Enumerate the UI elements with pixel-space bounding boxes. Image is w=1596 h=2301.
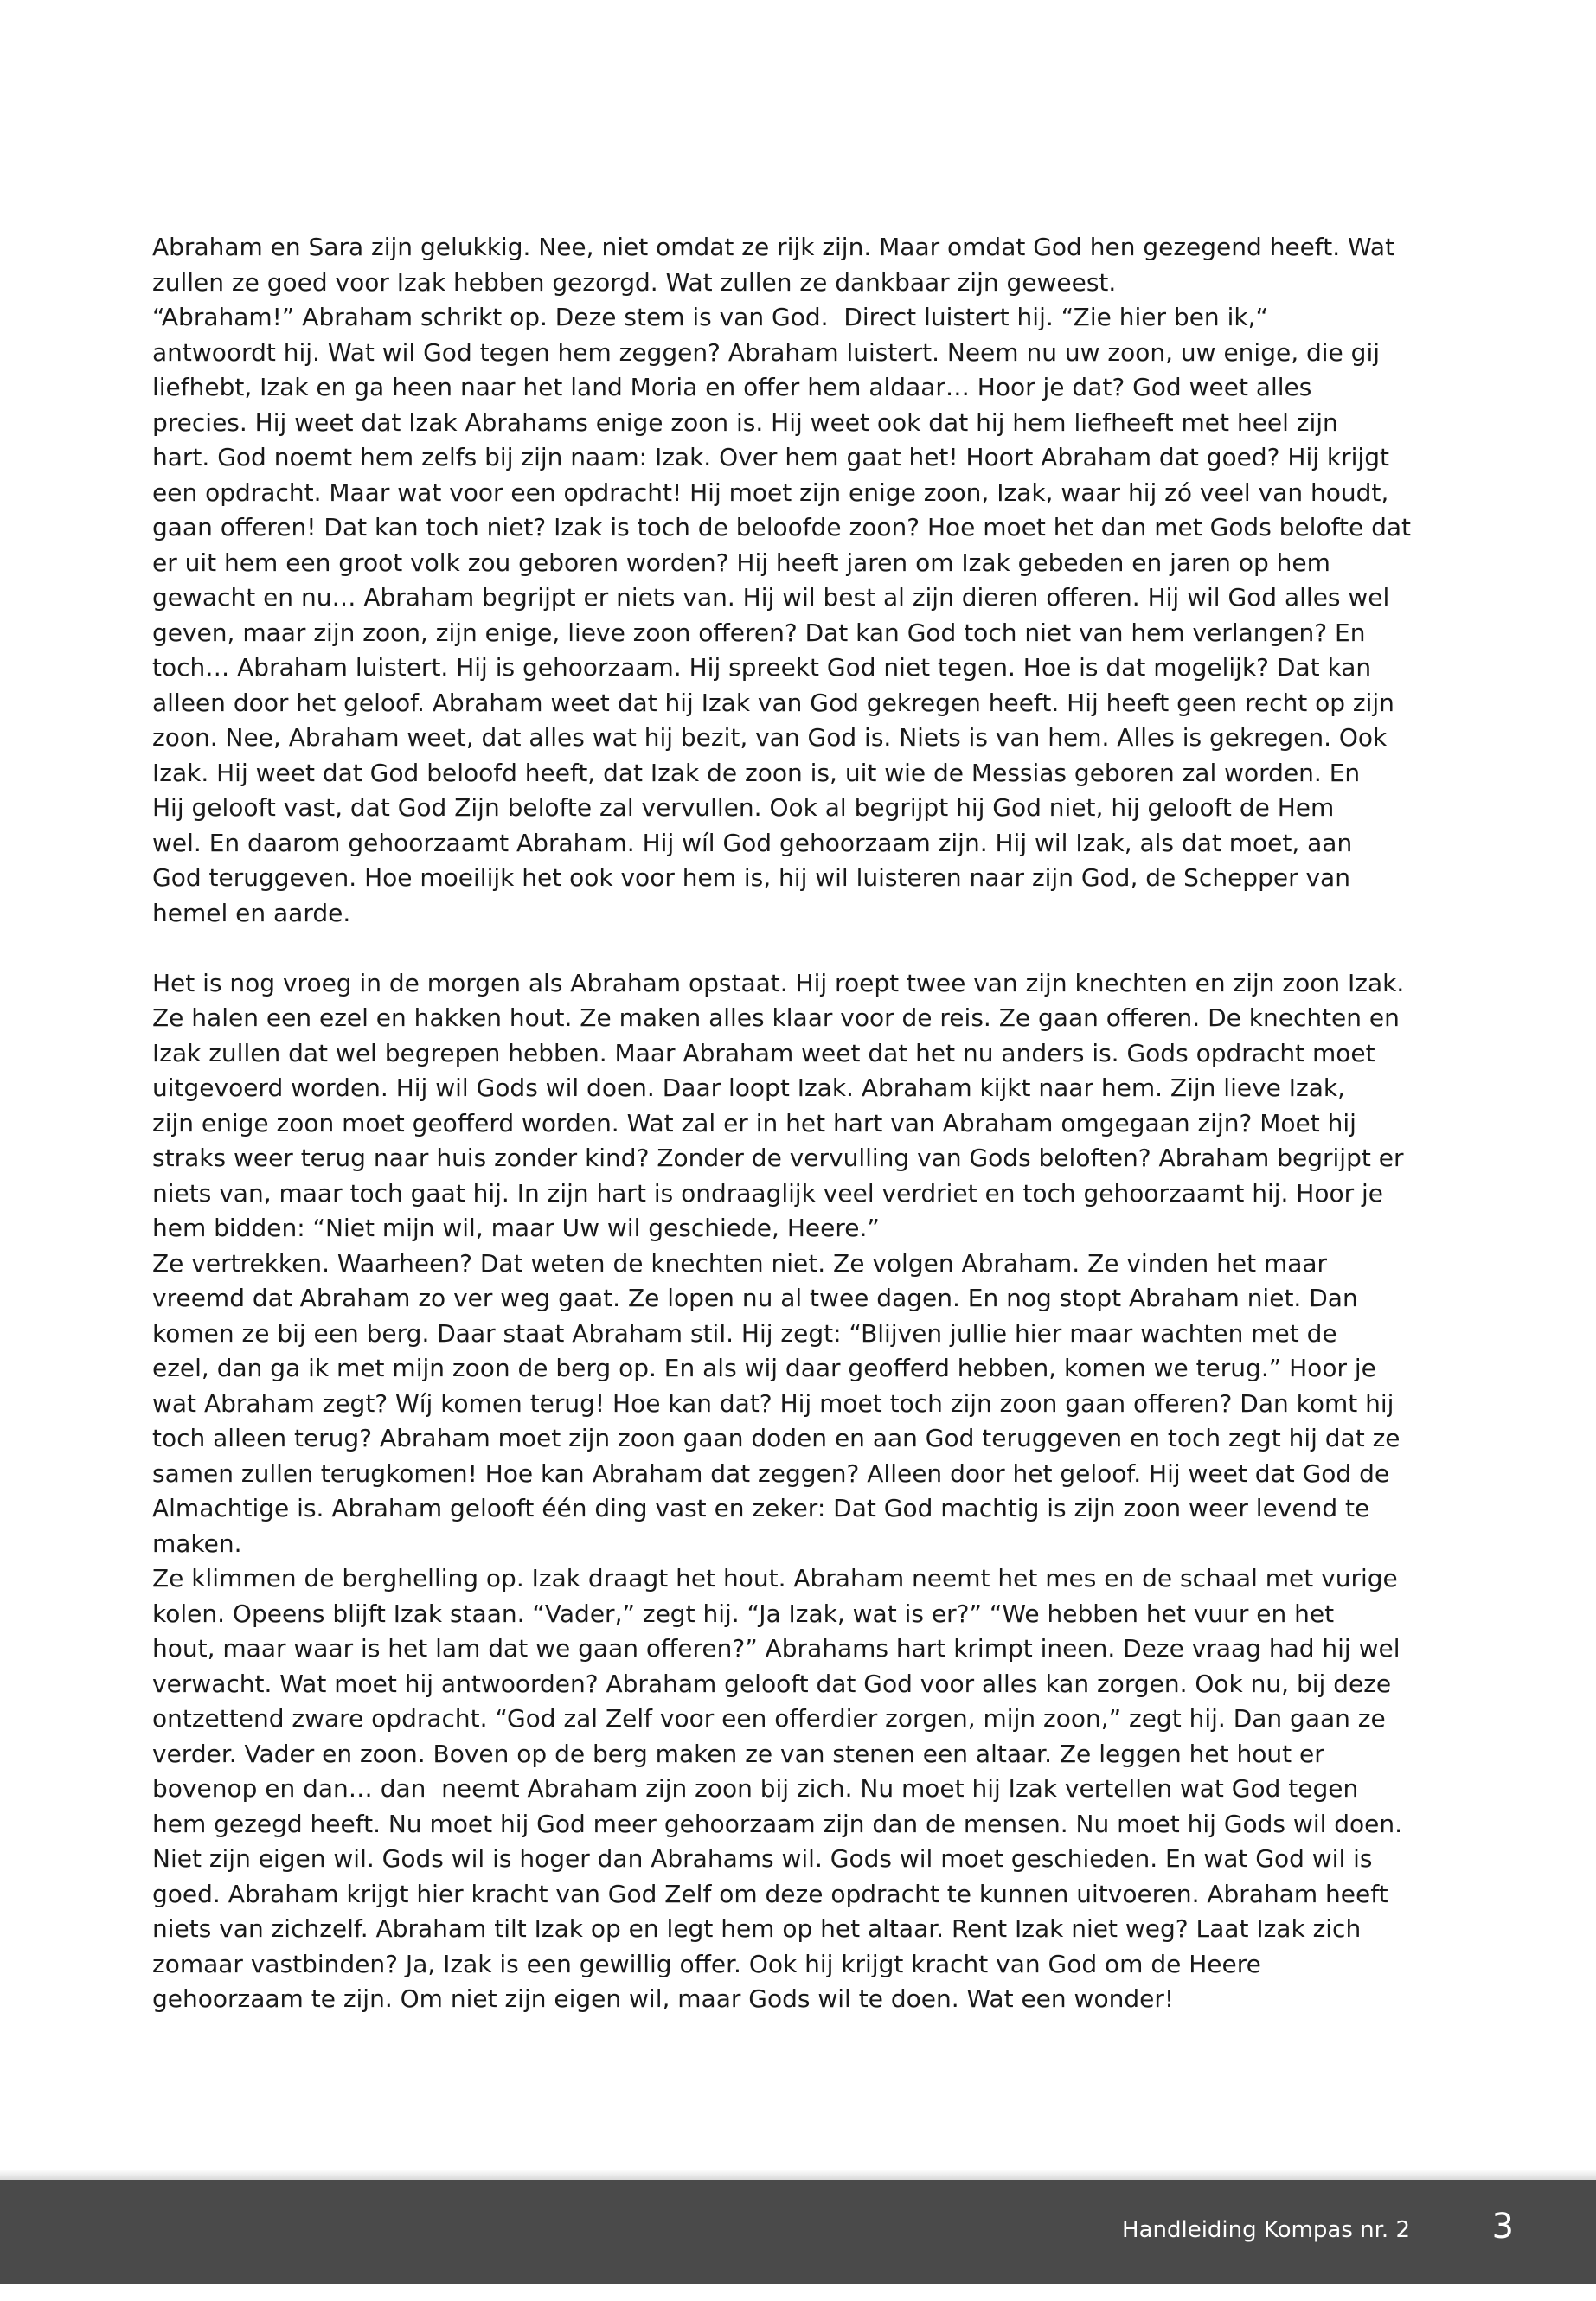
- text-line: verder. Vader en zoon. Boven op de berg maken ze van stenen een altaar. Ze leggen het hout er: [152, 1739, 1324, 1768]
- text-line: uitgevoerd worden. Hij wil Gods wil doen. Daar loopt Izak. Abraham kijkt naar hem. Zijn lieve Izak,: [152, 1074, 1345, 1102]
- text-line: straks weer terug naar huis zonder kind? Zonder de vervulling van Gods beloften? Abraham begrijpt er: [152, 1144, 1404, 1172]
- text-line: zullen ze goed voor Izak hebben gezorgd. Wat zullen ze dankbaar zijn geweest.: [152, 267, 1117, 297]
- text-line: antwoordt hij. Wat wil God tegen hem zeggen? Abraham luistert. Neem nu uw zoon, uw enige, die gij: [152, 337, 1381, 367]
- text-line: gewacht en nu… Abraham begrijpt er niets van. Hij wil best al zijn dieren offeren. Hij wil God alles wel: [152, 583, 1390, 612]
- text-line: kolen. Opeens blijft Izak staan. “Vader,” zegt hij. “Ja Izak, wat is er?” “We hebben het vuur en het: [152, 1599, 1335, 1628]
- paragraph-2: [152, 966, 1415, 2017]
- text-line: er uit hem een groot volk zou geboren worden? Hij heeft jaren om Izak gebeden en jaren op hem: [152, 548, 1330, 577]
- text-line: hem gezegd heeft. Nu moet hij God meer gehoorzaam zijn dan de mensen. Nu moet hij Gods wil doen.: [152, 1809, 1403, 1838]
- text-line: Niet zijn eigen wil. Gods wil is hoger dan Abrahams wil. Gods wil moet geschieden. En wat God wil is: [152, 1844, 1373, 1873]
- text-line: hart. God noemt hem zelfs bij zijn naam: Izak. Over hem gaat het! Hoort Abraham dat goed? Hij krijgt: [152, 443, 1389, 471]
- text-line: Izak zullen dat wel begrepen hebben. Maar Abraham weet dat het nu anders is. Gods opdracht moet: [152, 1038, 1375, 1067]
- text-line: ezel, dan ga ik met mijn zoon de berg op. En als wij daar geofferd hebben, komen we terug.” Hoor je: [152, 1354, 1376, 1382]
- text-line: goed. Abraham krijgt hier kracht van God Zelf om deze opdracht te kunnen uitvoeren. Abraham heeft: [152, 1879, 1388, 1908]
- text-line: Abraham en Sara zijn gelukkig. Nee, niet omdat ze rijk zijn. Maar omdat God hen gezegend heeft. Wat: [152, 233, 1395, 261]
- text-line: hemel en aarde.: [152, 898, 351, 927]
- publication-title: Handleiding Kompas nr. 2: [1122, 2217, 1410, 2243]
- text-line: Ze klimmen de berghelling op. Izak draagt het hout. Abraham neemt het mes en de schaal met vurige: [152, 1564, 1398, 1593]
- text-line: zijn enige zoon moet geofferd worden. Wat zal er in het hart van Abraham omgegaan zijn? Moet hij: [152, 1108, 1356, 1138]
- text-line: God teruggeven. Hoe moeilijk het ook voor hem is, hij wil luisteren naar zijn God, de Schepper van: [152, 863, 1350, 892]
- text-line: hout, maar waar is het lam dat we gaan offeren?” Abrahams hart krimpt ineen. Deze vraag had hij wel: [152, 1634, 1401, 1663]
- text-line: niets van zichzelf. Abraham tilt Izak op en legt hem op het altaar. Rent Izak niet weg? Laat Izak zich: [152, 1914, 1362, 1943]
- text-line: toch… Abraham luistert. Hij is gehoorzaam. Hij spreekt God niet tegen. Hoe is dat mogelijk? Dat kan: [152, 653, 1372, 682]
- text-line: komen ze bij een berg. Daar staat Abraham stil. Hij zegt: “Blijven jullie hier maar wachten met de: [152, 1318, 1337, 1348]
- text-line: hem bidden: “Niet mijn wil, maar Uw wil geschiede, Heere.”: [152, 1214, 880, 1242]
- text-line: samen zullen terugkomen! Hoe kan Abraham dat zeggen? Alleen door het geloof. Hij weet dat God de: [152, 1458, 1390, 1488]
- text-line: alleen door het geloof. Abraham weet dat hij Izak van God gekregen heeft. Hij heeft geen recht op zijn: [152, 688, 1394, 717]
- text-line: Almachtige is. Abraham gelooft één ding vast en zeker: Dat God machtig is zijn zoon weer levend te: [152, 1494, 1370, 1522]
- text-line: “Abraham!” Abraham schrikt op. Deze stem is van God. Direct luistert hij. “Zie hier ben ik,“: [152, 303, 1268, 331]
- text-line: een opdracht. Maar wat voor een opdracht! Hij moet zijn enige zoon, Izak, waar hij zó veel van houdt,: [152, 478, 1389, 507]
- text-line: gehoorzaam te zijn. Om niet zijn eigen wil, maar Gods wil te doen. Wat een wonder!: [152, 1984, 1175, 2013]
- text-line: toch alleen terug? Abraham moet zijn zoon gaan doden en aan God teruggeven en toch zegt hij dat ze: [152, 1424, 1401, 1452]
- text-line: Ze halen een ezel en hakken hout. Ze maken alles klaar voor de reis. Ze gaan offeren. De knechten en: [152, 1003, 1400, 1032]
- text-line: Hij gelooft vast, dat God Zijn belofte zal vervullen. Ook al begrijpt hij God niet, hij gelooft de Hem: [152, 793, 1335, 822]
- text-line: ontzettend zware opdracht. “God zal Zelf voor een offerdier zorgen, mijn zoon,” zegt hij. Dan gaan ze: [152, 1704, 1386, 1733]
- text-line: zoon. Nee, Abraham weet, dat alles wat hij bezit, van God is. Niets is van hem. Alles is gekregen. Ook: [152, 723, 1388, 752]
- text-line: vreemd dat Abraham zo ver weg gaat. Ze lopen nu al twee dagen. En nog stopt Abraham niet. Dan: [152, 1284, 1358, 1312]
- text-line: liefhebt, Izak en ga heen naar het land Moria en offer hem aldaar… Hoor je dat? God weet alles: [152, 373, 1312, 401]
- page-content: [152, 230, 1415, 2017]
- text-line: zomaar vastbinden? Ja, Izak is een gewillig offer. Ook hij krijgt kracht van God om de Heere: [152, 1949, 1261, 1978]
- text-line: Het is nog vroeg in de morgen als Abraham opstaat. Hij roept twee van zijn knechten en zijn zoon Izak.: [152, 968, 1405, 997]
- text-line: geven, maar zijn zoon, zijn enige, lieve zoon offeren? Dat kan God toch niet van hem verlangen? En: [152, 618, 1366, 647]
- page-number: 3: [1491, 2207, 1514, 2247]
- text-line: bovenop en dan… dan neemt Abraham zijn zoon bij zich. Nu moet hij Izak vertellen wat God tegen: [152, 1774, 1359, 1803]
- text-line: precies. Hij weet dat Izak Abrahams enige zoon is. Hij weet ook dat hij hem liefheeft met heel zijn: [152, 407, 1338, 437]
- paragraph-spacer: [152, 931, 1415, 966]
- text-line: Izak. Hij weet dat God beloofd heeft, dat Izak de zoon is, uit wie de Messias geboren zal worden. En: [152, 758, 1361, 787]
- text-line: Ze vertrekken. Waarheen? Dat weten de knechten niet. Ze volgen Abraham. Ze vinden het maar: [152, 1248, 1328, 1278]
- text-line: niets van, maar toch gaat hij. In zijn hart is ondraaglijk veel verdriet en toch gehoorzaamt hij. Hoor je: [152, 1178, 1384, 1208]
- paragraph-1: [152, 230, 1415, 931]
- text-line: gaan offeren! Dat kan toch niet? Izak is toch de beloofde zoon? Hoe moet het dan met Gods belofte dat: [152, 513, 1411, 542]
- text-line: wel. En daarom gehoorzaamt Abraham. Hij wíl God gehoorzaam zijn. Hij wil Izak, als dat moet, aan: [152, 828, 1353, 857]
- text-line: verwacht. Wat moet hij antwoorden? Abraham gelooft dat God voor alles kan zorgen. Ook nu, bij deze: [152, 1669, 1392, 1698]
- text-line: wat Abraham zegt? Wíj komen terug! Hoe kan dat? Hij moet toch zijn zoon gaan offeren? Dan komt hij: [152, 1388, 1394, 1418]
- text-line: maken.: [152, 1529, 242, 1558]
